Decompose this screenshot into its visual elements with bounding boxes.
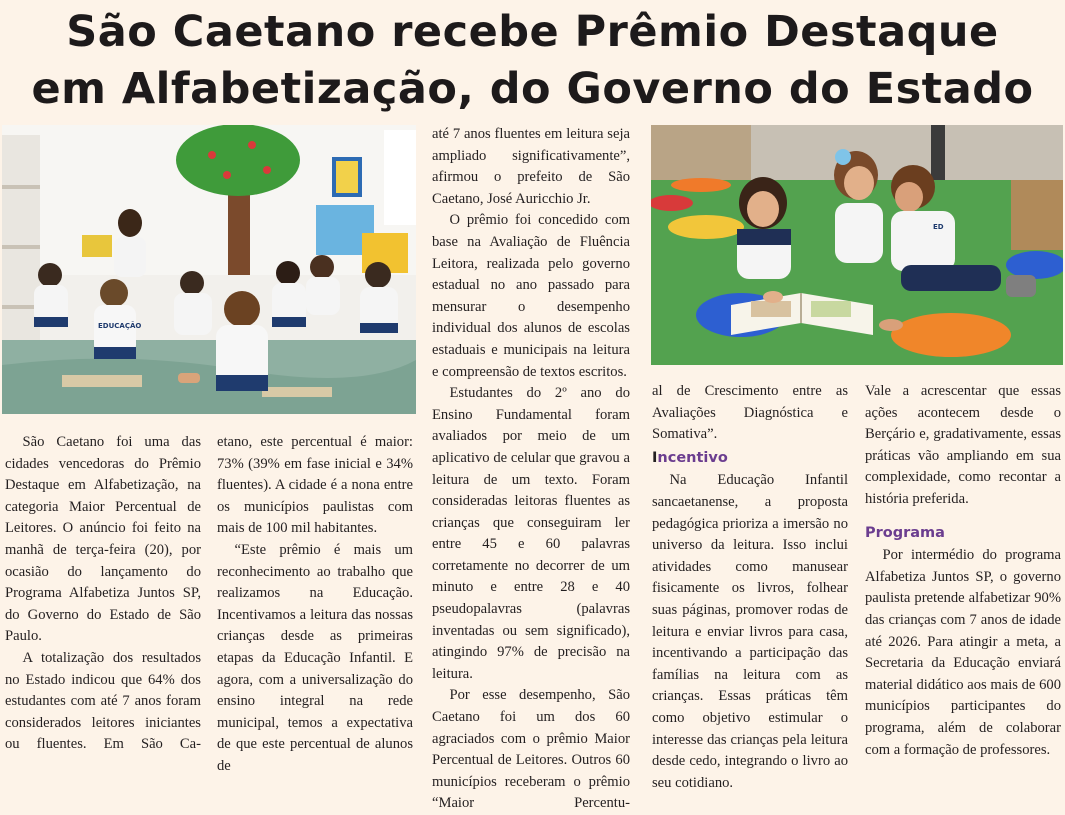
paragraph: Por intermédio do programa Alfabetiza Juntos SP, o governo paulista pretende alfabetizar 90% das crianças com 7 anos de idade até 2026. Para atingir a meta, a Secretaria da Educação enviará material didático aos mais de 600 municípios participantes do programa, além de colaborar com a formação de professores. xyxy=(865,547,1061,758)
article-column-4 xyxy=(652,381,848,794)
classroom-photo xyxy=(2,125,416,414)
article-column-1 xyxy=(5,432,201,756)
subhead-programa: Programa xyxy=(865,524,945,541)
reading-children-photo xyxy=(651,125,1063,365)
paragraph: Na Educação Infantil sancaetanense, a proposta pedagógica prioriza a imersão no universo da leitura. Isso inclui atividades como manusear fisicamente os livros, folhear suas páginas, promover rodas de leitura e enviar livros para casa, incentivando a participação das famílias na leitura com as crianças. Essas práticas têm como objetivo estimular o interesse das crianças pela leitura desde cedo, integrando o livro ao seu cotidiano. xyxy=(652,472,848,791)
paragraph: Estudantes do 2º ano do Ensino Fundamental foram avaliados por meio de um aplicativo de celular que gravou a leitura de um texto. Foram consideradas leitoras fluentes as crianças que conseguiram ler entre 45 e 60 palavras corretamente no decorrer de um minuto e entre 28 e 40 pseudopalavras (palavras inventadas ou sem significado), atingindo 97% de precisão na leitura. xyxy=(432,385,630,682)
article-column-2 xyxy=(217,432,413,778)
paragraph: A totalização dos resultados no Estado indicou que 64% dos estudantes com até 7 anos foram considerados leitores iniciantes ou fluentes. Em São Ca- xyxy=(5,649,201,753)
paragraph: Por esse desempenho, São Caetano foi um dos 60 agraciados com o prêmio Maior Percentual de Leitores. Outros 60 municípios receberam o prêmio “Maior Percentu- xyxy=(432,687,630,812)
paragraph: “Este prêmio é mais um reconhecimento ao trabalho que realizamos na Educação. Incentivamos a leitura das nossas crianças desde as primeiras etapas da Educação Infantil. E agora, com a universalização do ensino integral na rede municipal, temos a expectativa de que este percentual de alunos de xyxy=(217,541,413,774)
paragraph: O prêmio foi concedido com base na Avaliação de Fluência Leitora, realizada pelo governo estadual no ano passado para mensurar o desempenho individual dos alunos de escolas estaduais e municipais na leitura e compreensão de textos escritos. xyxy=(432,212,630,380)
subhead-incentivo: Incentivo xyxy=(652,449,728,466)
headline xyxy=(0,4,1065,118)
shirt-label-left: EDUCAÇÃO xyxy=(98,322,142,330)
headline-line-2: em Alfabetização, do Governo do Estado xyxy=(31,64,1034,114)
paragraph: Vale a acrescentar que essas ações acontecem desde o Berçário e, gradativamente, essas práticas vão ampliando em sua complexidade, como recontar a história preferida. xyxy=(865,383,1061,507)
paragraph: São Caetano foi uma das cidades vencedoras do Prêmio Destaque em Alfabetização, na categoria Maior Percentual de Leitores. O anúncio foi feito na manhã de terça-feira (20), por ocasião do lançamento do Programa Alfabetiza Juntos SP, do Governo do Estado de São Paulo. xyxy=(5,434,201,645)
article-column-5 xyxy=(865,381,1061,761)
shirt-label-right: ED xyxy=(933,223,944,231)
paragraph: etano, este percentual é maior: 73% (39% em fase inicial e 34% fluentes). A cidade é a nona entre os municípios paulistas com mais de 100 mil habitantes. xyxy=(217,434,413,537)
paragraph: al de Crescimento entre as Avaliações Diagnóstica e Somativa”. xyxy=(652,383,848,443)
headline-line-1: São Caetano recebe Prêmio Destaque xyxy=(66,7,999,57)
article-column-3 xyxy=(432,124,630,815)
paragraph: até 7 anos fluentes em leitura seja ampliado significativamente”, afirmou o prefeito de São Caetano, José Auricchio Jr. xyxy=(432,126,630,207)
